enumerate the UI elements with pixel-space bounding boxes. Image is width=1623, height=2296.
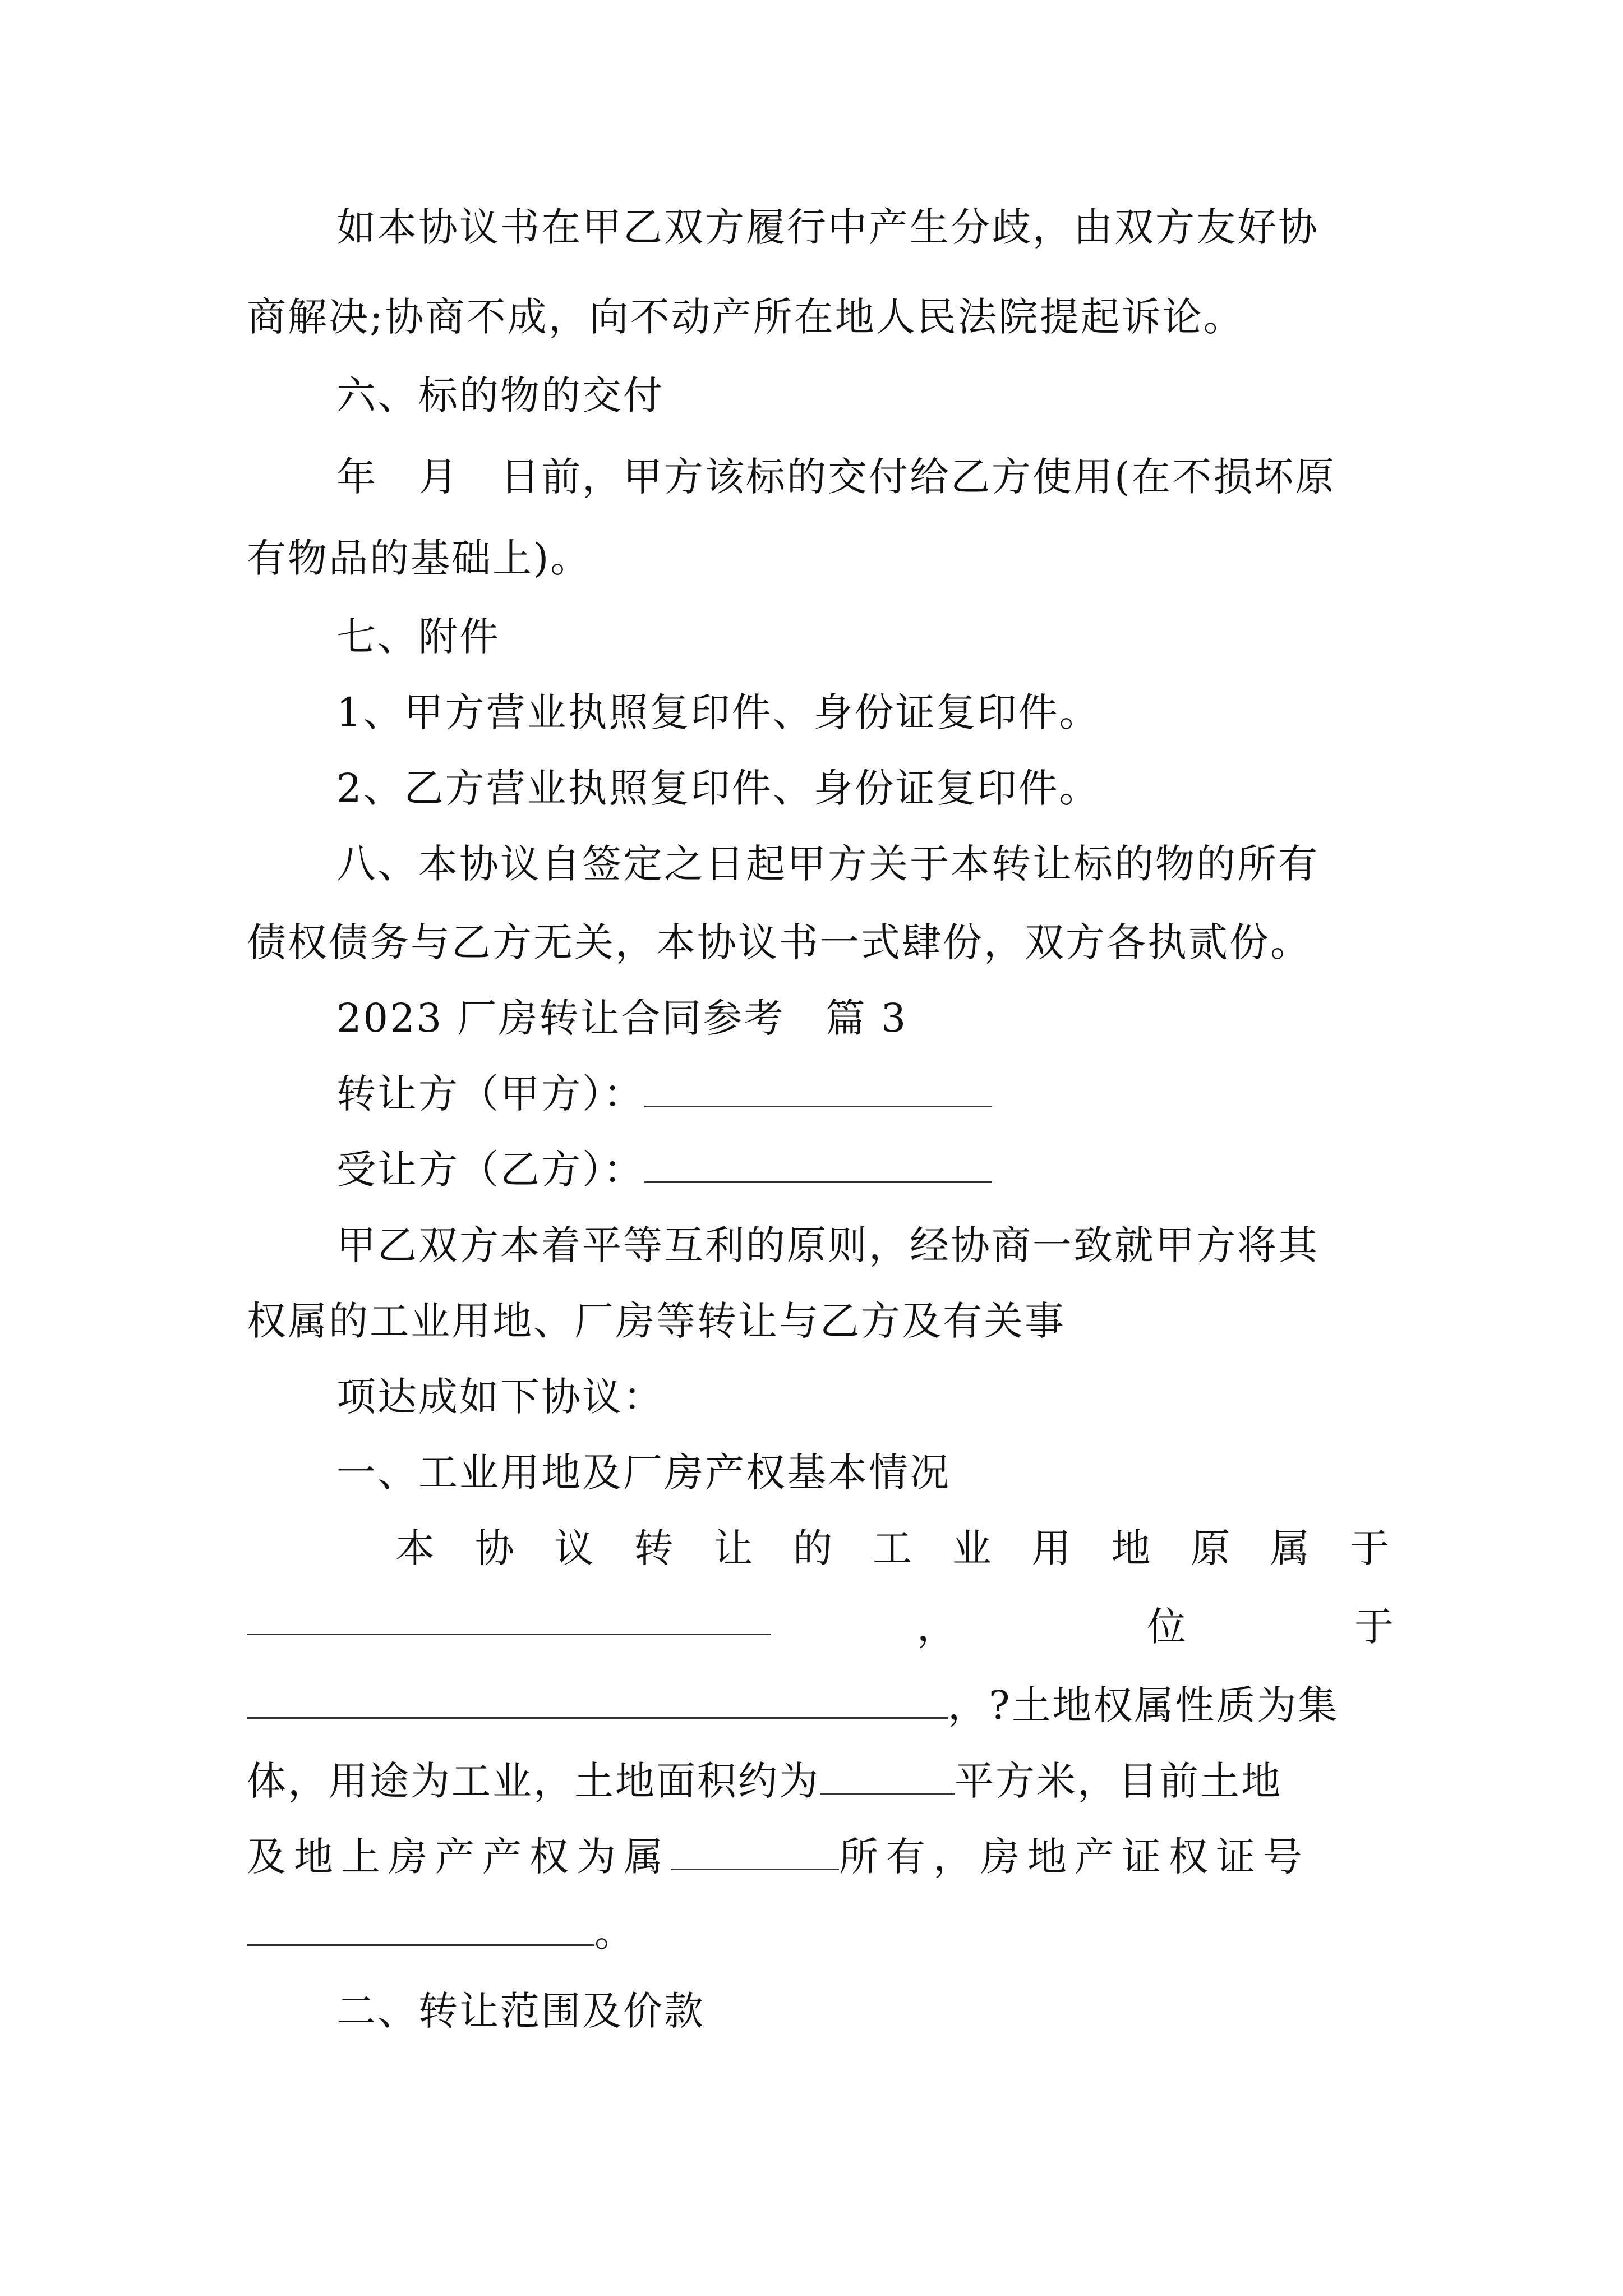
paragraph-text: 所有，房地产证权证号 — [839, 1834, 1310, 1880]
paragraph-text: ，?土地权属性质为集 — [948, 1682, 1339, 1728]
word: 用 — [1031, 1525, 1073, 1571]
paragraph-line: 商解决;协商不成，向不动产所在地人民法院提起诉论。 — [247, 294, 1244, 340]
word: 的 — [793, 1525, 834, 1571]
land-area-line — [247, 1753, 1391, 1809]
owner-blank[interactable] — [247, 1599, 771, 1635]
paragraph-line: 如本协议书在甲乙双方履行中产生分歧，由双方友好协 — [336, 204, 1319, 250]
word: 本 — [395, 1525, 436, 1571]
section-heading: 七、附件 — [336, 614, 500, 660]
word: 工 — [872, 1525, 914, 1571]
paragraph-text: 体，用途为工业，土地面积约为 — [247, 1758, 820, 1804]
area-blank[interactable] — [820, 1758, 955, 1795]
location-line — [247, 1599, 1395, 1655]
word: 于 — [1349, 1525, 1391, 1571]
section-heading: 一、工业用地及厂房产权基本情况 — [336, 1450, 951, 1496]
word: 业 — [952, 1525, 993, 1571]
transferee-line — [336, 1142, 1391, 1198]
word: 让 — [713, 1525, 755, 1571]
word: 议 — [554, 1525, 596, 1571]
comma: ， — [917, 1604, 958, 1650]
paragraph-text: 平方米，目前土地 — [955, 1758, 1282, 1804]
transferor-blank[interactable] — [644, 1071, 992, 1107]
transferee-label: 受让方（乙方）： — [336, 1147, 644, 1193]
transferee-blank[interactable] — [644, 1147, 992, 1183]
paragraph-text: 及地上房产产权为属 — [247, 1834, 671, 1880]
location-blank[interactable] — [247, 1682, 948, 1719]
paragraph-line: 债权债务与乙方无关，本协议书一式肆份，双方各执贰份。 — [247, 919, 1311, 965]
land-nature-line — [247, 1677, 1391, 1733]
section-heading: 六、标的物的交付 — [336, 372, 664, 418]
certificate-line — [247, 1904, 1391, 1961]
transferor-line — [336, 1066, 1391, 1122]
ownership-line — [247, 1829, 1391, 1885]
section-heading: 二、转让范围及价款 — [336, 1988, 705, 2034]
word: 位 — [1147, 1604, 1188, 1650]
paragraph-text: 。 — [594, 1910, 635, 1955]
word: 协 — [474, 1525, 516, 1571]
paragraph-line: 甲乙双方本着平等互利的原则，经协商一致就甲方将其 — [336, 1222, 1319, 1268]
list-item: 2、乙方营业执照复印件、身份证复印件。 — [336, 765, 1100, 811]
word: 地 — [1111, 1525, 1152, 1571]
justified-line — [395, 1520, 1391, 1576]
word: 属 — [1270, 1525, 1312, 1571]
word: 转 — [634, 1525, 675, 1571]
owner-name-blank[interactable] — [671, 1834, 839, 1870]
paragraph-line: 权属的工业用地、厂房等转让与乙方及有关事 — [247, 1298, 1066, 1344]
word: 于 — [1354, 1604, 1395, 1650]
paragraph-line: 年 月 日前，甲方该标的交付给乙方使用(在不损坏原 — [336, 454, 1336, 500]
certificate-number-blank[interactable] — [247, 1910, 594, 1946]
transferor-label: 转让方（甲方）： — [336, 1071, 644, 1117]
document-title: 2023 厂房转让合同参考 篇 3 — [336, 995, 908, 1041]
list-item: 1、甲方营业执照复印件、身份证复印件。 — [336, 689, 1100, 735]
paragraph-line: 项达成如下协议： — [336, 1374, 664, 1420]
paragraph-line: 有物品的基础上)。 — [247, 535, 592, 581]
paragraph-line: 八、本协议自签定之日起甲方关于本转让标的物的所有 — [336, 841, 1319, 887]
word: 原 — [1191, 1525, 1232, 1571]
